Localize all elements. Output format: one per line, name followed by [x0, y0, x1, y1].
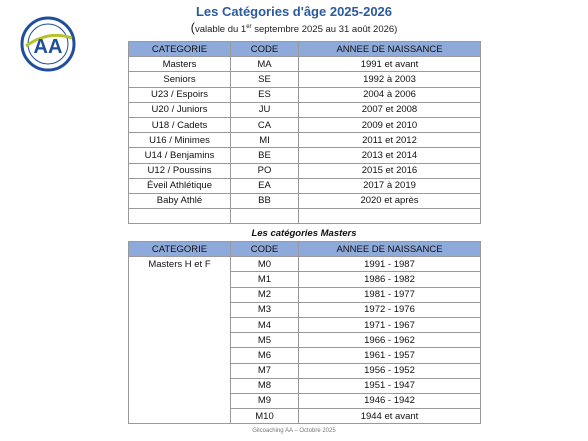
cell-annee: 1971 - 1967 [299, 317, 481, 332]
cell-code: ES [231, 87, 299, 102]
table-row [129, 393, 481, 408]
table-row [129, 163, 481, 178]
table-row [129, 363, 481, 378]
header-categorie: CATEGORIE [129, 42, 231, 57]
masters-categories-table [128, 241, 481, 424]
table-row [129, 378, 481, 393]
table-row [129, 87, 481, 102]
cell-categorie: U18 / Cadets [129, 117, 231, 132]
cell-categorie: Éveil Athlétique [129, 178, 231, 193]
cell-annee: 2013 et 2014 [299, 148, 481, 163]
cell-code: M8 [231, 378, 299, 393]
cell-annee: 2017 à 2019 [299, 178, 481, 193]
cell-code: M4 [231, 317, 299, 332]
table-row [129, 409, 481, 424]
table-row [129, 133, 481, 148]
header-categorie: CATEGORIE [129, 242, 231, 257]
table-row [129, 102, 481, 117]
cell-code: M3 [231, 302, 299, 317]
cell-annee: 1992 à 2003 [299, 72, 481, 87]
cell-annee: 1946 - 1942 [299, 393, 481, 408]
table-row [129, 178, 481, 193]
cell-annee: 1956 - 1952 [299, 363, 481, 378]
cell-code: BB [231, 193, 299, 208]
cell-code: EA [231, 178, 299, 193]
cell-annee: 1951 - 1947 [299, 378, 481, 393]
cell-code: CA [231, 117, 299, 132]
logo-initials: AA [33, 36, 63, 58]
cell-code: M5 [231, 333, 299, 348]
cell-code: M10 [231, 409, 299, 424]
cell-categorie: U23 / Espoirs [129, 87, 231, 102]
cell-annee: 1991 et avant [299, 57, 481, 72]
cell-annee: 1981 - 1977 [299, 287, 481, 302]
cell-annee: 2020 et après [299, 193, 481, 208]
cell-categorie: U16 / Minimes [129, 133, 231, 148]
cell-code: M7 [231, 363, 299, 378]
cell-annee: 1991 - 1987 [299, 257, 481, 272]
table-row [129, 287, 481, 302]
header-annee: ANNEE DE NAISSANCE [299, 242, 481, 257]
cell-code: M1 [231, 272, 299, 287]
header-code: CODE [231, 42, 299, 57]
empty-row [129, 209, 481, 224]
cell-code: MA [231, 57, 299, 72]
table-row [129, 272, 481, 287]
masters-section-title: Les catégories Masters [251, 228, 357, 239]
subtitle-text-after: septembre 2025 au 31 août 2026) [251, 24, 398, 35]
cell-code: M6 [231, 348, 299, 363]
table-row [129, 57, 481, 72]
page-footer: Gilcoaching AA – Octobre 2025 [252, 428, 336, 434]
cell-categorie: U20 / Juniors [129, 102, 231, 117]
cell-annee: 2015 et 2016 [299, 163, 481, 178]
cell-annee: 1966 - 1962 [299, 333, 481, 348]
cell-annee: 2007 et 2008 [299, 102, 481, 117]
cell-annee: 2004 à 2006 [299, 87, 481, 102]
cell-annee: 2011 et 2012 [299, 133, 481, 148]
subtitle-text-before: valable du 1 [194, 24, 247, 35]
page-subtitle [0, 20, 588, 35]
cell-code: M0 [231, 257, 299, 272]
header-code: CODE [231, 242, 299, 257]
table-row [129, 257, 481, 272]
subtitle-superscript: er [246, 23, 252, 30]
cell-code: M9 [231, 393, 299, 408]
cell-code: M2 [231, 287, 299, 302]
cell-annee: 1961 - 1957 [299, 348, 481, 363]
table-row [129, 148, 481, 163]
table-row [129, 302, 481, 317]
table-row [129, 193, 481, 208]
table-header-row [129, 242, 481, 257]
page-title: Les Catégories d'âge 2025-2026 [195, 4, 393, 19]
table-header-row [129, 42, 481, 57]
table-row [129, 333, 481, 348]
cell-code: JU [231, 102, 299, 117]
cell-categorie: Baby Athlé [129, 193, 231, 208]
table-row [129, 117, 481, 132]
cell-code: MI [231, 133, 299, 148]
subtitle-paren: ( [190, 20, 195, 35]
cell-code: SE [231, 72, 299, 87]
age-categories-table [128, 41, 481, 224]
cell-categorie: Masters H et F [129, 257, 231, 272]
cell-code: BE [231, 148, 299, 163]
cell-categorie: Masters [129, 57, 231, 72]
table-row [129, 72, 481, 87]
table-row [129, 348, 481, 363]
cell-categorie: Seniors [129, 72, 231, 87]
table-row [129, 317, 481, 332]
cell-annee: 1944 et avant [299, 409, 481, 424]
cell-annee: 1972 - 1976 [299, 302, 481, 317]
cell-categorie: U14 / Benjamins [129, 148, 231, 163]
cell-code: PO [231, 163, 299, 178]
cell-categorie: U12 / Poussins [129, 163, 231, 178]
header-annee: ANNEE DE NAISSANCE [299, 42, 481, 57]
cell-annee: 2009 et 2010 [299, 117, 481, 132]
cell-annee: 1986 - 1982 [299, 272, 481, 287]
